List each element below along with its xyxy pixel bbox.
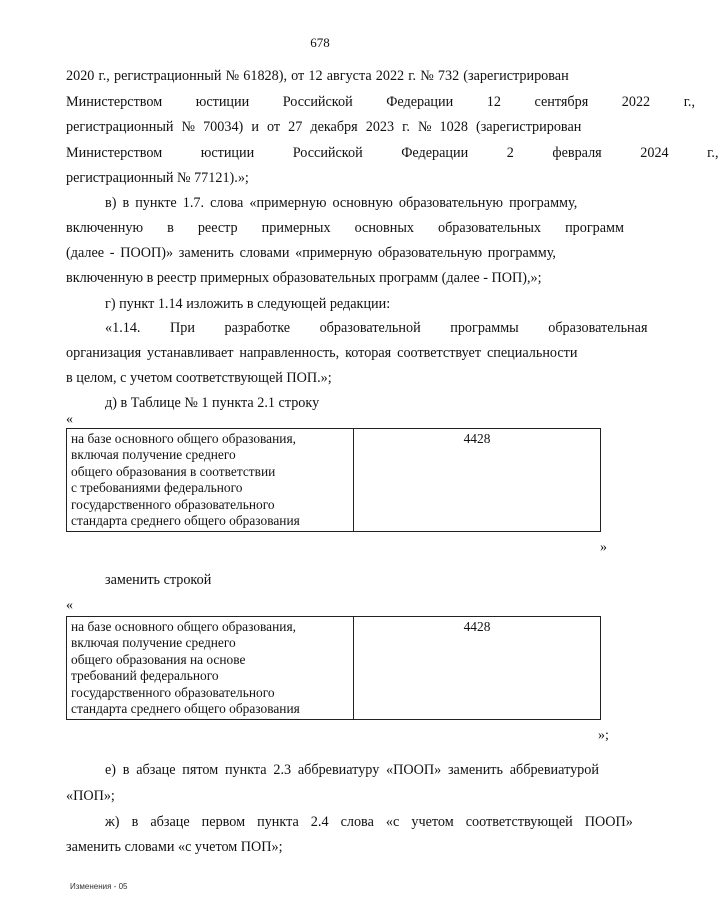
text-line: «1.14. При разработке образовательной программы образовательная — [105, 320, 648, 336]
line-text: 2020 г., регистрационный № 61828), от 12 августа 2022 г. № 732 (зарегистрирован — [66, 68, 569, 84]
text-line: (далее - ПООП)» заменить словами «примерную образовательную программу, — [66, 245, 556, 261]
table-new-row — [66, 616, 601, 720]
cell-line: общего образования в соответствии — [71, 463, 276, 479]
table-old-row — [66, 428, 601, 532]
text-line: регистрационный № 77121).»; — [66, 170, 249, 186]
cell-line: общего образования на основе — [71, 651, 246, 667]
text-line: Министерством юстиции Российской Федерации 12 сентября 2022 г., — [66, 94, 696, 110]
text-line: «ПОП»; — [66, 788, 115, 804]
text-line: регистрационный № 70034) и от 27 декабря 2023 г. № 1028 (зарегистрирован — [66, 119, 582, 135]
cell-line: стандарта среднего общего образования — [71, 513, 300, 529]
cell-line: с требованиями федерального — [71, 480, 243, 496]
cell-line: стандарта среднего общего образования — [71, 701, 300, 717]
text-line: ж) в абзаце первом пункта 2.4 слова «с учетом соответствующей ПООП» — [105, 814, 633, 830]
cell-line: на базе основного общего образования, — [71, 619, 296, 634]
quote-close: »; — [598, 728, 609, 743]
text-line: Министерством юстиции Российской Федерации 2 февраля 2024 г., — [66, 145, 719, 161]
quote-open: « — [66, 412, 73, 427]
cell-line: государственного образовательного — [71, 496, 275, 512]
text-line: е) в абзаце пятом пункта 2.3 аббревиатуру «ПООП» заменить аббревиатурой — [105, 762, 599, 778]
text-line: д) в Таблице № 1 пункта 2.1 строку — [105, 395, 320, 411]
footer-label: Изменения - 05 — [70, 882, 128, 891]
table-cell-hours: 4428 — [354, 617, 601, 720]
text-line: в) в пункте 1.7. слова «примерную основную образовательную программу, — [105, 195, 578, 211]
text-line — [66, 66, 606, 86]
table-row — [67, 617, 601, 720]
cell-line: государственного образовательного — [71, 684, 275, 700]
cell-line: требований федерального — [71, 668, 219, 684]
table-cell-description — [67, 429, 354, 532]
text-line: в целом, с учетом соответствующей ПОП.»; — [66, 370, 332, 386]
table-cell-description — [67, 617, 354, 720]
table-row — [67, 429, 601, 532]
text-line: включенную в реестр примерных образовательных программ (далее - ПОП),»; — [66, 270, 542, 286]
text-line: заменить строкой — [105, 572, 212, 588]
text-line: заменить словами «с учетом ПОП»; — [66, 839, 283, 855]
page-number: 678 — [310, 35, 330, 50]
cell-line: включая получение среднего — [71, 635, 236, 651]
quote-close: » — [600, 540, 607, 555]
cell-line: на базе основного общего образования, — [71, 431, 296, 446]
cell-line: включая получение среднего — [71, 447, 236, 463]
quote-open: « — [66, 598, 73, 613]
text-line: организация устанавливает направленность, которая соответствует специальности — [66, 345, 578, 361]
text-line: г) пункт 1.14 изложить в следующей редакции: — [105, 296, 391, 312]
table-cell-hours: 4428 — [354, 429, 601, 532]
text-line: включенную в реестр примерных основных образовательных программ — [66, 220, 625, 236]
